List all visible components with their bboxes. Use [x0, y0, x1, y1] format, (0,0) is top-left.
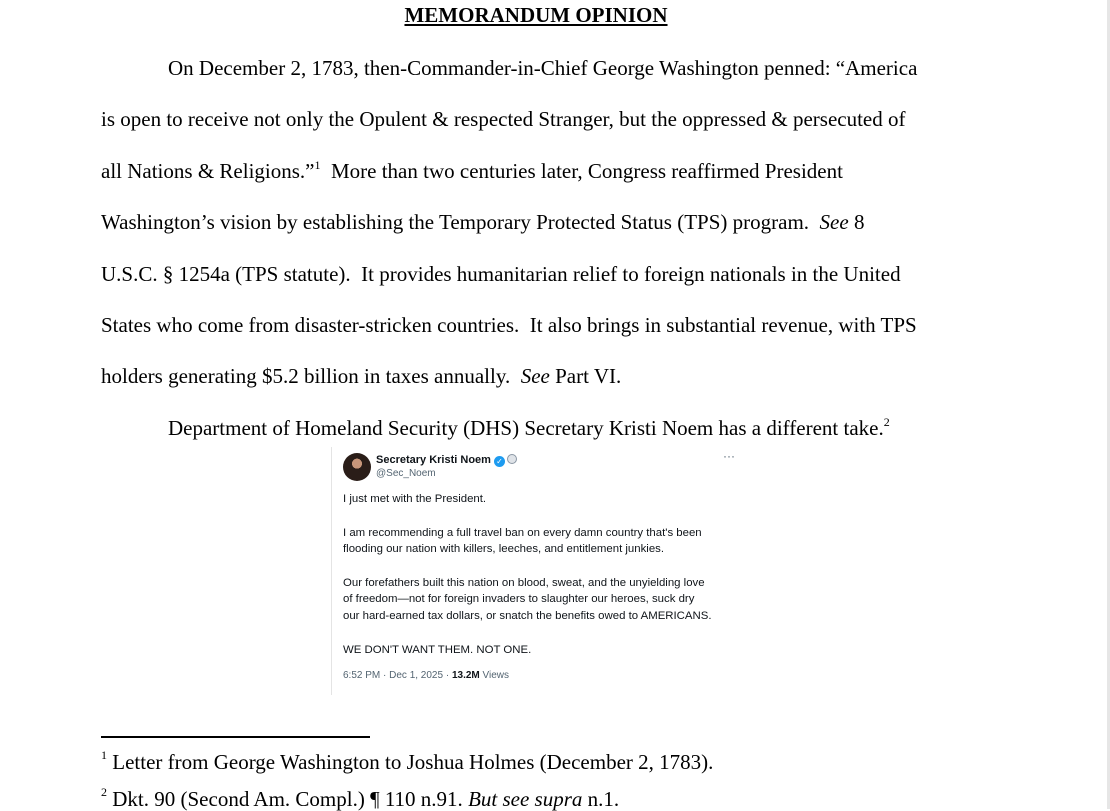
body-text: Department of Homeland Security (DHS) Secretary Kristi Noem has a different take.	[168, 416, 884, 440]
tweet-text-line: I just met with the President.	[343, 493, 487, 505]
tweet-text-line: our hard-earned tax dollars, or snatch the benefits owed to AMERICANS.	[343, 610, 712, 622]
tweet-timestamp: 6:52 PM · Dec 1, 2025 ·	[343, 670, 452, 681]
body-text: holders generating $5.2 billion in taxes annually.	[101, 364, 521, 388]
body-line-3	[101, 159, 843, 183]
tweet-views-label: Views	[479, 670, 510, 681]
footnote-number: 1	[101, 748, 107, 762]
footnote-text: Dkt. 90 (Second Am. Compl.) ¶ 110 n.91.	[107, 787, 469, 811]
more-options-icon: ···	[723, 449, 735, 463]
tweet-handle: @Sec_Noem	[376, 468, 436, 479]
citation-signal: See	[819, 210, 849, 234]
footnote-number: 2	[101, 785, 107, 799]
body-text: Part VI.	[549, 364, 622, 388]
tweet-text-line: flooding our nation with killers, leeches, and entitlement junkies.	[343, 543, 665, 555]
tweet-text-line: WE DON'T WANT THEM. NOT ONE.	[343, 644, 532, 656]
tweet-meta	[343, 670, 509, 681]
body-line-4	[101, 210, 864, 234]
footnote-2	[101, 787, 619, 811]
government-badge-icon	[507, 454, 517, 464]
footnote-ref-1[interactable]: 1	[314, 158, 321, 172]
verified-badge-icon: ✓	[494, 456, 505, 467]
body-line-7	[101, 364, 621, 388]
body-line-6: States who come from disaster-stricken countries. It also brings in substantial revenue, with TPS	[101, 313, 917, 337]
body-text: Washington’s vision by establishing the Temporary Protected Status (TPS) program.	[101, 210, 820, 234]
footnote-1	[101, 750, 713, 774]
body-line-8	[168, 416, 890, 440]
footnote-separator	[101, 736, 370, 738]
body-line-1: On December 2, 1783, then-Commander-in-Chief George Washington penned: “America	[168, 56, 918, 80]
body-line-2: is open to receive not only the Opulent & respected Stranger, but the oppressed & persecuted of	[101, 107, 906, 131]
embedded-tweet-image	[331, 447, 742, 695]
body-line-5: U.S.C. § 1254a (TPS statute). It provides humanitarian relief to foreign nationals in the United	[101, 262, 901, 286]
body-text: all Nations & Religions.”	[101, 159, 315, 183]
footnote-citation-signal: But see supra	[468, 787, 583, 811]
avatar	[343, 453, 371, 481]
body-text: More than two centuries later, Congress reaffirmed President	[320, 159, 843, 183]
tweet-author-label: Secretary Kristi Noem	[376, 454, 491, 466]
tweet-text-line: of freedom—not for foreign invaders to slaughter our heroes, suck dry	[343, 593, 695, 605]
tweet-author-name	[376, 454, 517, 467]
body-text: 8	[848, 210, 865, 234]
tweet-view-count: 13.2M	[451, 670, 480, 681]
footnote-ref-2[interactable]: 2	[883, 415, 890, 429]
footnote-text: Letter from George Washington to Joshua Holmes (December 2, 1783).	[107, 750, 714, 774]
footnote-text: n.1.	[582, 787, 620, 811]
tweet-text-line: Our forefathers built this nation on blood, sweat, and the unyielding love	[343, 577, 705, 589]
citation-signal: See	[520, 364, 550, 388]
tweet-text-line: I am recommending a full travel ban on every damn country that's been	[343, 527, 702, 539]
page-title: MEMORANDUM OPINION	[404, 3, 668, 27]
